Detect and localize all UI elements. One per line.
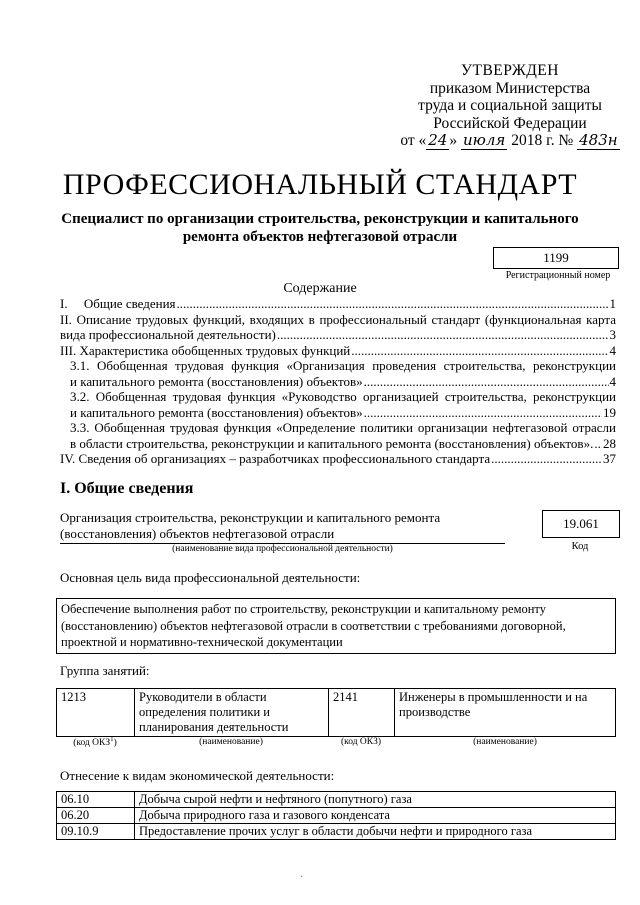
okved-code: 06.10 — [57, 792, 135, 808]
approval-line-federation: Российской Федерации — [433, 114, 587, 132]
toc-item-2-line1[interactable]: II. Описание трудовых функций, входящих в профессиональный стандарт (функциональная карта — [60, 311, 616, 327]
toc-item-text: IV. Сведения об организациях – разработчиках профессионального стандарта — [60, 451, 491, 466]
date-year: 2018 г. № — [511, 132, 574, 149]
toc-item-2[interactable] — [60, 327, 616, 343]
occupation-name: Инженеры в промышленности и на производстве — [395, 689, 616, 737]
occupation-name: Руководители в области определения политики и планирования деятельности — [135, 689, 329, 737]
okved-code: 09.10.9 — [57, 824, 135, 840]
activity-code-caption: Код — [571, 541, 589, 552]
occupation-code: 1213 — [57, 689, 135, 737]
toc-item-3-3[interactable] — [70, 436, 616, 452]
okved-code: 06.20 — [57, 808, 135, 824]
toc-item-3-2-line1[interactable]: 3.2. Обобщенная трудовая функция «Руководство организацией строительства, реконструкции — [70, 389, 616, 404]
approval-block — [400, 62, 620, 150]
table-row — [57, 689, 616, 737]
order-number: 483н — [579, 131, 618, 149]
toc-title: Содержание — [283, 281, 357, 296]
activity-kind-caption: (наименование вида профессиональной деятельности) — [172, 544, 393, 554]
toc-item-text: и капитального ремонта (восстановления) объектов» — [70, 373, 363, 389]
toc-page: 4 — [609, 373, 616, 389]
toc-item-4[interactable] — [60, 451, 616, 467]
date-day: 24 — [428, 131, 448, 149]
toc-item-text: и капитального ремонта (восстановления) объектов» — [70, 404, 363, 420]
date-mid: » — [449, 132, 458, 149]
toc-item-3-3-line1[interactable]: 3.3. Обобщенная трудовая функция «Определение политики организации нефтегазовой отрасли — [70, 420, 616, 435]
toc-page: 28 — [603, 435, 616, 451]
caption-name: (наименование) — [199, 736, 263, 747]
table-row — [57, 824, 616, 840]
approval-date-line — [400, 132, 620, 150]
toc-item-3-2[interactable] — [70, 405, 616, 421]
occupation-table — [56, 688, 616, 737]
activity-kind-name: Организация строительства, реконструкции и капитального ремонта (восстановления) объектов нефтегазовой отрасли — [60, 510, 505, 544]
okved-name: Добыча природного газа и газового конденсата — [135, 808, 616, 824]
table-row — [57, 792, 616, 808]
toc-item-1[interactable] — [60, 296, 616, 312]
toc-page: 1 — [609, 296, 616, 311]
date-month: июля — [463, 131, 506, 149]
document-subtitle: Специалист по организации строительства, реконструкции и капитального ремонта объектов нефтегазовой отрасли — [61, 211, 579, 245]
date-prefix: от « — [400, 132, 427, 149]
toc-item-3[interactable] — [60, 343, 616, 359]
toc-item-3-1[interactable] — [70, 374, 616, 390]
goal-label: Основная цель вида профессиональной деятельности: — [60, 570, 361, 585]
activity-code: 19.061 — [542, 510, 620, 538]
toc-item-text: вида профессиональной деятельности) — [60, 327, 276, 342]
okved-name: Предоставление прочих услуг в области добычи нефти и природного газа — [135, 824, 616, 840]
economic-activity-table — [56, 791, 616, 840]
toc-page: 3 — [609, 327, 616, 342]
occupation-code: 2141 — [329, 689, 395, 737]
toc-item-3-1-line1[interactable]: 3.1. Обобщенная трудовая функция «Организация проведения строительства, реконструкции — [70, 358, 616, 373]
economic-activity-label: Отнесение к видам экономической деятельности: — [60, 768, 335, 783]
occupation-captions — [56, 735, 616, 748]
okved-name: Добыча сырой нефти и нефтяного (попутного) газа — [135, 792, 616, 808]
toc-item-text: в области строительства, реконструкции и капитального ремонта (восстановления) объектов». — [70, 435, 594, 451]
toc-page: 19 — [603, 404, 616, 420]
approval-title: УТВЕРЖДЕН — [461, 62, 559, 79]
toc-item-text: I. Общие сведения — [60, 296, 176, 311]
table-of-contents — [60, 296, 616, 467]
approval-line-labor: труда и социальной защиты — [418, 97, 602, 114]
caption-okz-code: (код ОКЗ) — [340, 736, 382, 747]
occupation-group-label: Группа занятий: — [60, 663, 150, 678]
approval-line-ministry: приказом Министерства — [429, 79, 591, 97]
toc-page: 4 — [609, 342, 616, 358]
caption-okz-code: (код ОКЗ$^1$) — [73, 735, 117, 749]
toc-page: 37 — [603, 451, 616, 466]
section-heading: I. Общие сведения — [60, 480, 194, 497]
registration-label: Регистрационный номер — [505, 270, 611, 281]
registration-number: 1199 — [493, 247, 619, 269]
goal-text: Обеспечение выполнения работ по строительству, реконструкции и капитальному ремонту (восстановлению) объектов нефтегазовой отрасли в соответствии с требованиями договорной, проектной и нормативно-технической документации — [56, 598, 616, 654]
document-title: ПРОФЕССИОНАЛЬНЫЙ СТАНДАРТ — [62, 168, 578, 201]
scan-artifact: · — [300, 872, 304, 883]
caption-name: (наименование) — [473, 736, 537, 747]
table-row — [57, 808, 616, 824]
toc-item-text: III. Характеристика обобщенных трудовых функций — [60, 342, 351, 358]
